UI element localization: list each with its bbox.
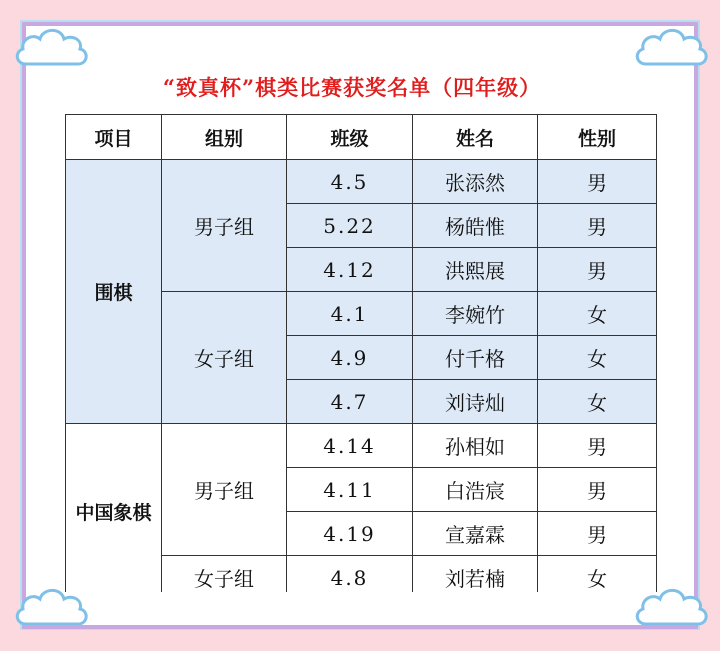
table-row: [66, 160, 657, 204]
name-cell: 杨皓惟: [413, 204, 538, 248]
cloud-icon: [632, 580, 710, 632]
class-cell: 5.22: [287, 204, 413, 248]
name-cell: 刘若楠: [413, 556, 538, 593]
section-go: 围棋: [66, 160, 162, 424]
header-name: 姓名: [413, 115, 538, 160]
name-cell: 孙相如: [413, 424, 538, 468]
class-cell: 4.1: [287, 292, 413, 336]
table-row: [66, 424, 657, 468]
cloud-icon: [12, 20, 90, 72]
name-cell: 付千格: [413, 336, 538, 380]
name-cell: 白浩宸: [413, 468, 538, 512]
header-group: 组别: [162, 115, 287, 160]
cloud-icon: [12, 580, 90, 632]
gender-cell: 男: [538, 248, 657, 292]
gender-cell: 女: [538, 292, 657, 336]
class-cell: 4.7: [287, 380, 413, 424]
class-cell: 4.14: [287, 424, 413, 468]
header-class: 班级: [287, 115, 413, 160]
award-table: [65, 114, 657, 592]
class-cell: 4.19: [287, 512, 413, 556]
gender-cell: 男: [538, 468, 657, 512]
document-body: [42, 42, 662, 592]
class-cell: 4.9: [287, 336, 413, 380]
document-title: “致真杯”棋类比赛获奖名单（四年级）: [162, 75, 542, 100]
name-cell: 宣嘉霖: [413, 512, 538, 556]
class-cell: 4.8: [287, 556, 413, 593]
class-cell: 4.5: [287, 160, 413, 204]
group-cell: 女子组: [162, 556, 287, 593]
gender-cell: 女: [538, 336, 657, 380]
cloud-icon: [632, 20, 710, 72]
gender-cell: 男: [538, 512, 657, 556]
gender-cell: 男: [538, 204, 657, 248]
group-cell: 男子组: [162, 160, 287, 292]
header-gender: 性别: [538, 115, 657, 160]
name-cell: 刘诗灿: [413, 380, 538, 424]
gender-cell: 男: [538, 160, 657, 204]
gender-cell: 男: [538, 424, 657, 468]
gender-cell: 女: [538, 556, 657, 593]
group-cell: 男子组: [162, 424, 287, 556]
class-cell: 4.12: [287, 248, 413, 292]
name-cell: 李婉竹: [413, 292, 538, 336]
section-chinese-chess: 中国象棋: [66, 424, 162, 593]
group-cell: 女子组: [162, 292, 287, 424]
gender-cell: 女: [538, 380, 657, 424]
name-cell: 张添然: [413, 160, 538, 204]
table-header-row: [66, 115, 657, 160]
class-cell: 4.11: [287, 468, 413, 512]
header-event: 项目: [66, 115, 162, 160]
name-cell: 洪熙展: [413, 248, 538, 292]
